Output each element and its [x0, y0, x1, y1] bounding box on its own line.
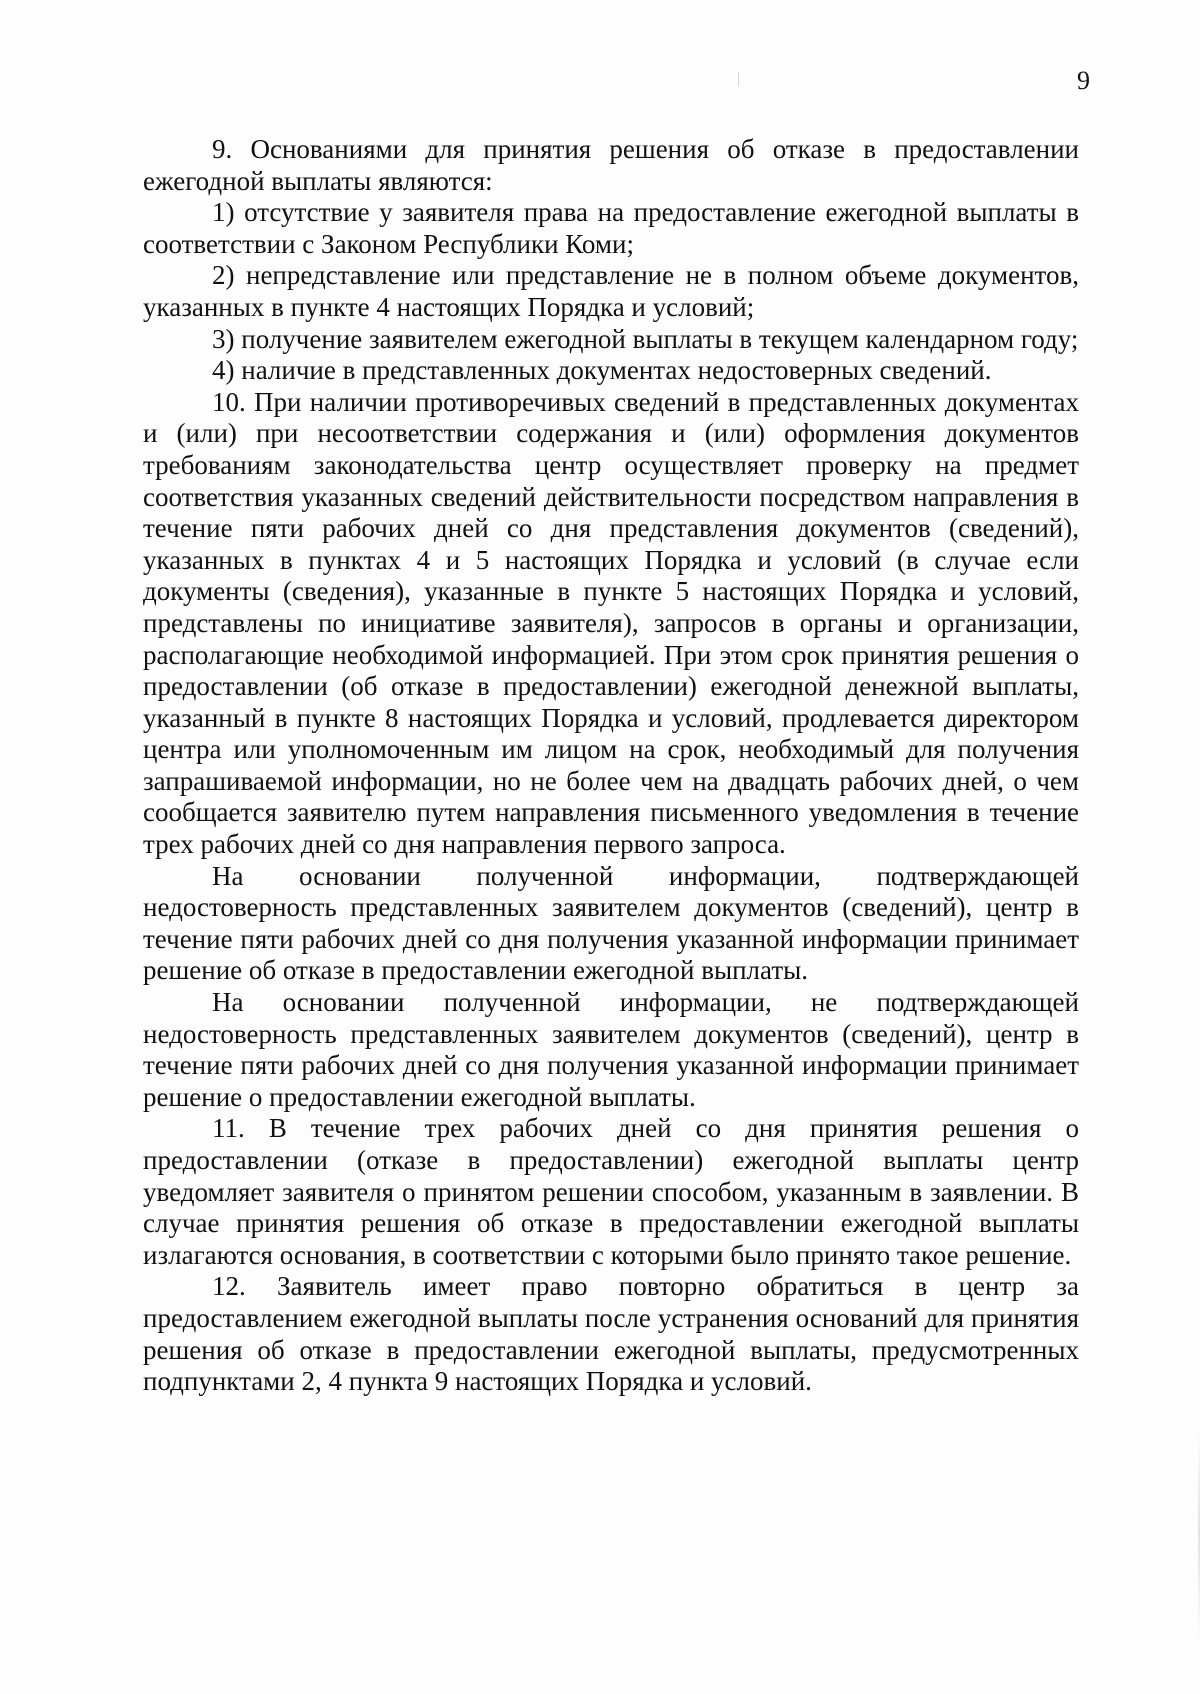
paragraph-10: 10. При наличии противоречивых сведений в представленных документах и (или) при несоответствии содержания и (или) оформления документов требованиям законодательства центр осуществляет проверку на предмет соответствия указанных сведений действительности посредством направления в течение пяти рабочих дней со дня представления документов (сведений), указанных в пунктах 4 и 5 настоящих Порядка и условий (в случае если документы (сведения), указанные в пункте 5 настоящих Порядка и условий, представлены по инициативе заявителя), запросов в органы и организации, располагающие необходимой информацией. При этом срок принятия решения о предоставлении (об отказе в предоставлении) ежегодной денежной выплаты, указанный в пункте 8 настоящих Порядка и условий, продлевается директором центра или уполномоченным им лицом на срок, необходимый для получения запрашиваемой информации, но не более чем на двадцать рабочих дней, о чем сообщается заявителю путем направления письменного уведомления в течение трех рабочих дней со дня направления первого запроса. — [143, 386, 1079, 860]
paragraph-10-not-confirming: На основании полученной информации, не подтверждающей недостоверность представленных заявителем документов (сведений), центр в течение пяти рабочих дней со дня получения указанной информации принимает решение о предоставлении ежегодной выплаты. — [143, 987, 1079, 1112]
document-body — [143, 134, 1079, 1398]
paragraph-9-intro: 9. Основаниями для принятия решения об отказе в предоставлении ежегодной выплаты являются: — [143, 134, 1079, 196]
scan-artifact — [738, 72, 739, 86]
paragraph-10-confirming: На основании полученной информации, подтверждающей недостоверность представленных заявителем документов (сведений), центр в течение пяти рабочих дней со дня получения указанной информации принимает решение об отказе в предоставлении ежегодной выплаты. — [143, 860, 1079, 986]
paragraph-9-item-4: 4) наличие в представленных документах недостоверных сведений. — [212, 355, 992, 386]
paragraph-9-item-3: 3) получение заявителем ежегодной выплаты в текущем календарном году; — [212, 323, 1079, 354]
page-number: 9 — [1077, 66, 1090, 95]
paragraph-12: 12. Заявитель имеет право повторно обратиться в центр за предоставлением ежегодной выплаты после устранения оснований для принятия решения об отказе в предоставлении ежегодной выплаты, предусмотренных подпунктами 2, 4 пункта 9 настоящих Порядка и условий. — [143, 1271, 1079, 1397]
paragraph-9-item-2: 2) непредставление или представление не в полном объеме документов, указанных в пункте 4 настоящих Порядка и условий; — [143, 260, 1079, 322]
paragraph-11: 11. В течение трех рабочих дней со дня принятия решения о предоставлении (отказе в предоставлении) ежегодной выплаты центр уведомляет заявителя о принятом решении способом, указанным в заявлении. В случае принятия решения об отказе в предоставлении ежегодной выплаты излагаются основания, в соответствии с которыми было принято такое решение. — [143, 1113, 1079, 1270]
paragraph-9-item-1: 1) отсутствие у заявителя права на предоставление ежегодной выплаты в соответствии с Законом Республики Коми; — [143, 197, 1079, 259]
